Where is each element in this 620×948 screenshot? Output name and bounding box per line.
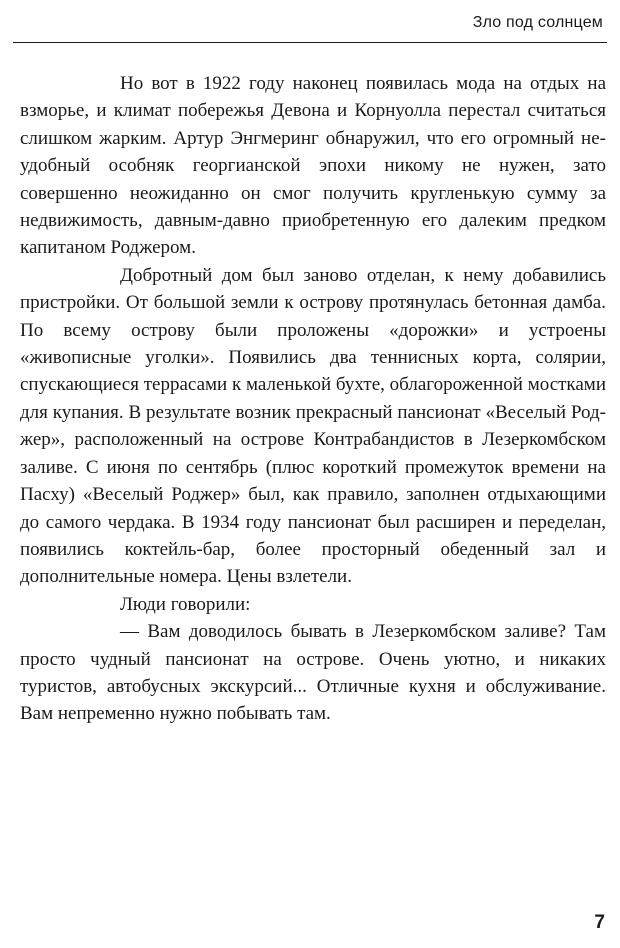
paragraph-4: — Вам доводилось бывать в Лезеркомбском заливе? Там просто чудный пансионат на острове. Очень уютно, и никаких туристов, автобусных экскурсий... Отличные кухня и обслуживание. Вам непременно нужно побывать там.: [20, 621, 606, 725]
page-number: 7: [594, 912, 605, 933]
paragraph-2: Добротный дом был заново отделан, к нему добавились пристройки. От большой земли к острову протянулась бетонная дамба. По всему острову были проложены «дорожки» и устроены «живописные уголки». Появились два теннисных корта, солярии, спускающиеся террасами к маленькой бухте, облагороженной мостками для купания. В результате возник прекрасный пансионат «Веселый Роджер», расположенный на острове Контрабандистов в Лезеркомбском заливе. С июня по сентябрь (плюс короткий промежуток времени на Пасху) «Веселый Роджер» был, как правило, заполнен отдыхающими до самого чердака. В 1934 году пансионат был расширен и переделан, появились коктейль-бар, более просторный обеденный зал и дополнительные номера. Цены взлетели.: [20, 264, 606, 588]
running-head-title: Зло под солнцем: [472, 14, 603, 31]
page-body: [20, 70, 606, 728]
paragraph-3: Люди говорили:: [120, 593, 251, 615]
header-divider: [13, 42, 607, 43]
paragraph-1: Но вот в 1922 году наконец появилась мода на отдых на взморье, и климат побережья Девона и Корнуолла перестал считаться слишком жарким. Артур Энгмеринг обнаружил, что его огромный неудобный особняк георгианской эпохи никому не нужен, зато совершенно неожиданно он смог получить кругленькую сумму за недвижимость, давным-давно приобретенную его далеким предком капитаном Роджером.: [20, 73, 606, 259]
